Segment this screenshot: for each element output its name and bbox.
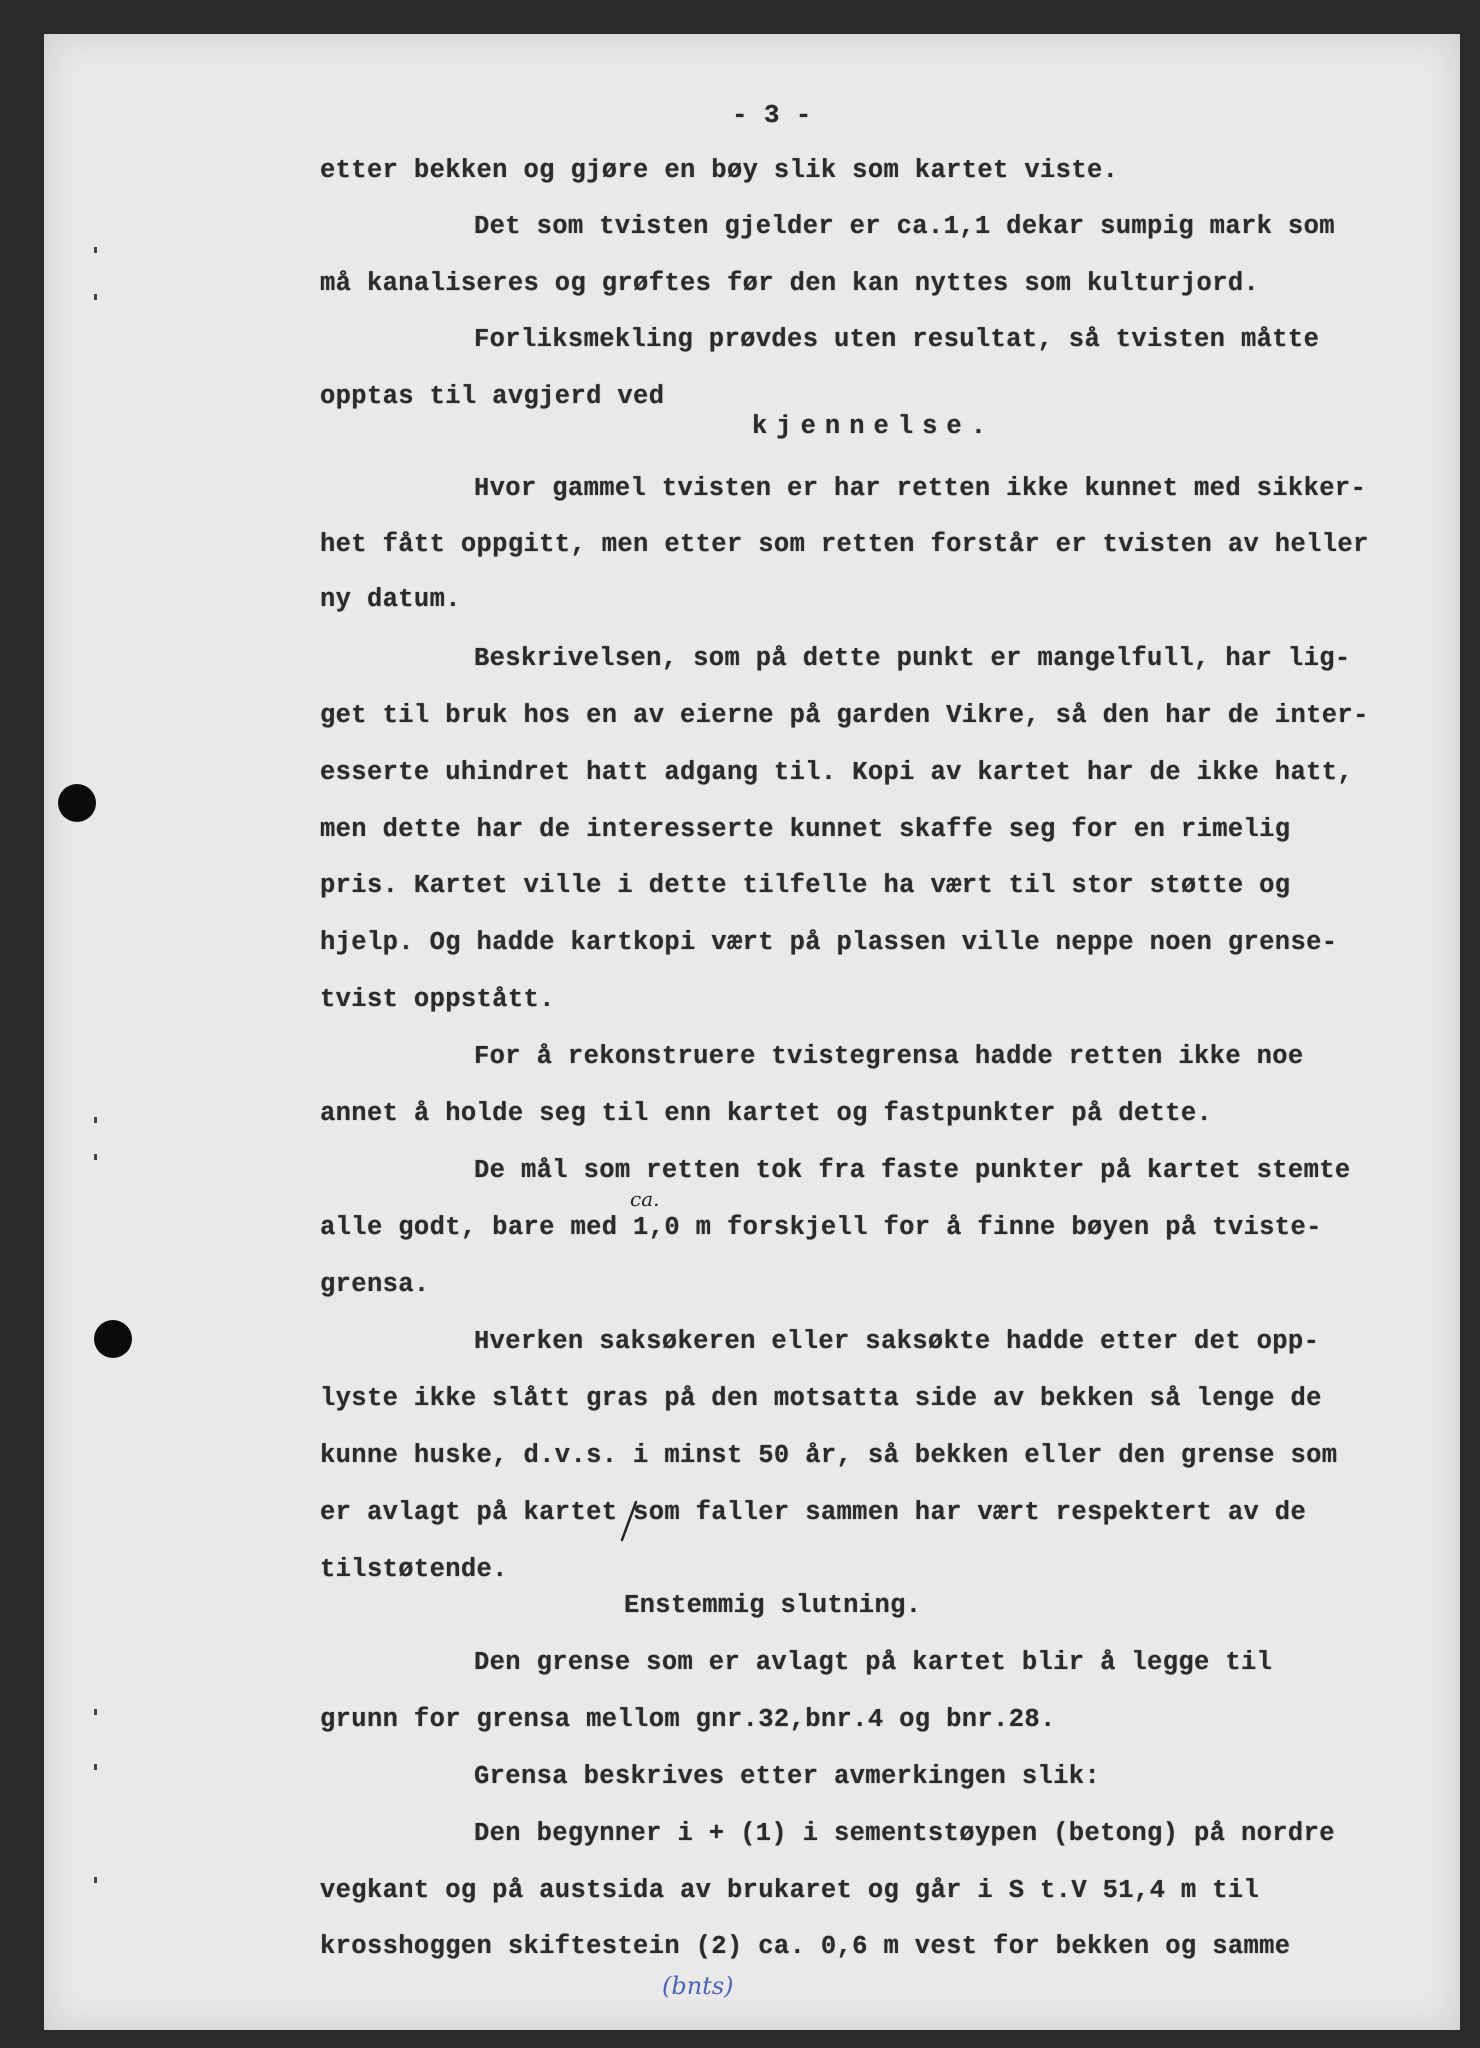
margin-mark xyxy=(94,1117,97,1123)
text-line: De mål som retten tok fra faste punkter på kartet stemte xyxy=(474,1156,1351,1185)
text-line: Beskrivelsen, som på dette punkt er mangelfull, har lig- xyxy=(474,644,1351,673)
text-line: vegkant og på austsida av brukaret og går i S t.V 51,4 m til xyxy=(320,1876,1260,1905)
text-line: er avlagt på kartet som faller sammen har vært respektert av de xyxy=(320,1498,1307,1527)
text-line: Den grense som er avlagt på kartet blir å legge til xyxy=(474,1648,1273,1677)
text-line: etter bekken og gjøre en bøy slik som kartet viste. xyxy=(320,156,1119,185)
margin-mark xyxy=(94,247,97,253)
text-line: pris. Kartet ville i dette tilfelle ha vært til stor støtte og xyxy=(320,871,1291,900)
text-line: opptas til avgjerd ved xyxy=(320,382,665,411)
text-line: ny datum. xyxy=(320,585,461,614)
punch-hole-top xyxy=(58,784,96,822)
page-number: - 3 - xyxy=(732,100,812,130)
punch-hole-bottom xyxy=(94,1320,132,1358)
handwritten-slash-mark xyxy=(614,1498,644,1544)
margin-mark xyxy=(94,1877,97,1883)
blue-handwritten-mark: (bnts) xyxy=(662,1972,734,2000)
text-line: esserte uhindret hatt adgang til. Kopi av kartet har de ikke hatt, xyxy=(320,758,1354,787)
text-line: hjelp. Og hadde kartkopi vært på plassen ville neppe noen grense- xyxy=(320,928,1338,957)
margin-mark xyxy=(94,1154,97,1160)
section-heading-slutning: Enstemmig slutning. xyxy=(624,1591,922,1620)
text-line: For å rekonstruere tvistegrensa hadde retten ikke noe xyxy=(474,1042,1304,1071)
text-line: Det som tvisten gjelder er ca.1,1 dekar sumpig mark som xyxy=(474,212,1335,241)
text-line: Forliksmekling prøvdes uten resultat, så tvisten måtte xyxy=(474,325,1320,354)
text-line: Den begynner i + (1) i sementstøypen (betong) på nordre xyxy=(474,1819,1335,1848)
text-line: alle godt, bare med 1,0 m forskjell for å finne bøyen på tviste- xyxy=(320,1213,1322,1242)
section-heading-kjennelse: kjennelse. xyxy=(752,412,996,441)
text-line: men dette har de interesserte kunnet skaffe seg for en rimelig xyxy=(320,815,1291,844)
text-line: grunn for grensa mellom gnr.32,bnr.4 og bnr.28. xyxy=(320,1705,1056,1734)
document-page xyxy=(44,34,1460,2030)
text-line: lyste ikke slått gras på den motsatta side av bekken så lenge de xyxy=(320,1384,1322,1413)
text-line: het fått oppgitt, men etter som retten forstår er tvisten av heller xyxy=(320,530,1369,559)
text-line: Hverken saksøkeren eller saksøkte hadde etter det opp- xyxy=(474,1327,1320,1356)
margin-mark xyxy=(94,294,97,300)
text-line: Hvor gammel tvisten er har retten ikke kunnet med sikker- xyxy=(474,474,1367,503)
margin-mark xyxy=(94,1764,97,1770)
text-line: må kanaliseres og grøftes før den kan nyttes som kulturjord. xyxy=(320,269,1260,298)
handwritten-annotation-ca: ca. xyxy=(630,1187,660,1211)
text-line: Grensa beskrives etter avmerkingen slik: xyxy=(474,1762,1101,1791)
text-line: tvist oppstått. xyxy=(320,985,555,1014)
text-line: tilstøtende. xyxy=(320,1555,508,1584)
text-line: kunne huske, d.v.s. i minst 50 år, så bekken eller den grense som xyxy=(320,1441,1338,1470)
text-line: annet å holde seg til enn kartet og fastpunkter på dette. xyxy=(320,1099,1213,1128)
text-line: grensa. xyxy=(320,1270,430,1299)
margin-mark xyxy=(94,1709,97,1715)
text-line: get til bruk hos en av eierne på garden Vikre, så den har de inter- xyxy=(320,701,1369,730)
text-line: krosshoggen skiftestein (2) ca. 0,6 m vest for bekken og samme xyxy=(320,1932,1291,1961)
